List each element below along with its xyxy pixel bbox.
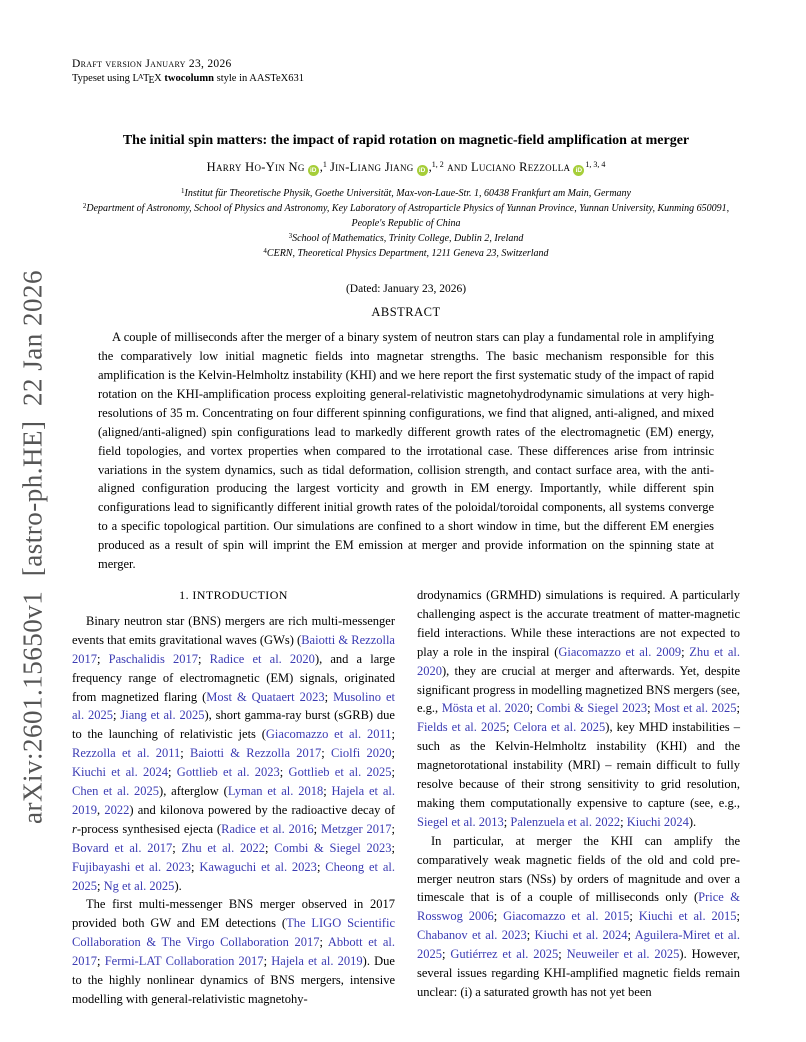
arxiv-watermark: arXiv:2601.15650v1 [astro-ph.HE] 22 Jan 2026 — [17, 270, 48, 824]
citation-link[interactable]: Giacomazzo et al. 2015 — [503, 909, 630, 924]
author-line — [72, 158, 740, 176]
left-column — [72, 586, 395, 1009]
citation-link[interactable]: Fujibayashi et al. 2023 — [72, 859, 192, 874]
citation-link[interactable]: Kawaguchi et al. 2023 — [199, 859, 317, 874]
citation-link[interactable]: Giacomazzo et al. 2011 — [265, 727, 392, 742]
citation-link[interactable]: Radice et al. 2016 — [221, 821, 314, 836]
citation-link[interactable]: Siegel et al. 2013 — [417, 814, 504, 829]
citation-link[interactable]: Zhu et al. 2022 — [181, 840, 266, 855]
author-separator: , — [319, 160, 323, 175]
author-joiner-2: and — [443, 160, 471, 175]
paragraph: drodynamics (GRMHD) simulations is required. A particularly challenging aspect is the accurate treatment of matter-magnetic field interactions. While these interactions are not expected to play a role in the inspiral (Giacomazzo et al. 2009; Zhu et al. 2020), they are crucial at merger and afterwards. Yet, despite significant progress in modelling magnetized BNS mergers (see, e.g., Mösta et al. 2020; Combi & Siegel 2023; Most et al. 2025; Fields et al. 2025; Celora et al. 2025), key MHD instabilities – such as the Kelvin-Helmholtz instability (KHI) and the magnetorotational instability (MRI) – remain difficult to fully resolve because of their strong sensitivity to grid resolution, making them computationally expensive to capture (see, e.g., Siegel et al. 2013; Palenzuela et al. 2022; Kiuchi 2024). — [417, 587, 740, 829]
draft-header — [72, 58, 740, 86]
affiliation-1 — [72, 186, 740, 201]
citation-link[interactable]: 2022 — [104, 802, 130, 817]
affiliation-text: Institut für Theoretische Physik, Goethe Universität, Max-von-Laue-Str. 1, 60438 Frankfurt am Main, Germany — [184, 188, 631, 200]
citation-link[interactable]: Rezzolla et al. 2011 — [72, 746, 181, 761]
citation-link[interactable]: Hajela et al. 2019 — [72, 784, 395, 817]
section-heading-introduction: 1. INTRODUCTION — [179, 587, 288, 602]
citation-link[interactable]: Chen et al. 2025 — [72, 784, 160, 799]
citation-link[interactable]: Celora et al. 2025 — [513, 720, 606, 735]
citation-link[interactable]: Lyman et al. 2018 — [227, 784, 324, 799]
citation-link[interactable]: Aguilera-Miret et al. 2025 — [417, 928, 740, 962]
citation-link[interactable]: Giacomazzo et al. 2009 — [558, 644, 682, 659]
citation-link[interactable]: Kiuchi et al. 2015 — [638, 909, 737, 924]
citation-link[interactable]: Baiotti & Rezzolla 2017 — [190, 746, 322, 761]
right-column — [417, 586, 740, 1009]
affiliation-text: Department of Astronomy, School of Physics and Astronomy, Key Laboratory of Astroparticle Physics of Yunnan Province, Yunnan University, Kunming 650091, People's Republic of China — [86, 203, 730, 230]
paragraph: Binary neutron star (BNS) mergers are rich multi-messenger events that emits gravitational waves (GWs) (Baiotti & Rezzolla 2017; Paschalidis 2017; Radice et al. 2020), and a large frequency range of electromagnetic (EM) signals, originated from magnetized flaring (Most & Quataert 2023; Musolino et al. 2025; Jiang et al. 2025), short gamma-ray burst (sGRB) due to the launching of relativistic jets (Giacomazzo et al. 2011; Rezzolla et al. 2011; Baiotti & Rezzolla 2017; Ciolfi 2020; Kiuchi et al. 2024; Gottlieb et al. 2023; Gottlieb et al. 2025; Chen et al. 2025), afterglow (Lyman et al. 2018; Hajela et al. 2019, 2022) and kilonova powered by the radioactive decay of r-process synthesised ejecta (Radice et al. 2016; Metzger 2017; Bovard et al. 2017; Zhu et al. 2022; Combi & Siegel 2023; Fujibayashi et al. 2023; Kawaguchi et al. 2023; Cheong et al. 2025; Ng et al. 2025). — [72, 613, 396, 893]
abstract-body: A couple of milliseconds after the merger of a binary system of neutron stars can play a fundamental role in amplifying the comparatively low initial magnetic fields into magnetar strengths. The basic mechanism responsible for this amplification is the Kelvin-Helmholtz instability (KHI) and we here report the first systematic study of the impact of rapid rotation on the KHI-amplification process exploiting general-relativistic magnetohydrodynamic simulations at very high-resolutions of 35 m. Concentrating on four different spinning configurations, we find that aligned, anti-aligned, and mixed (aligned/anti-aligned) spin configurations lead to markedly different growth rates of the electromagnetic (EM) energy, field topologies, and vortex properties when compared to the irrotational case. These differences arise from intrinsic variations in the system dynamics, such as tidal deformation, collision strength, and contact surface area, with the anti-aligned configuration producing the largest vorticity and growth in EM energy. Importantly, while different spin configurations lead to significantly different initial growth rates of the poloidal/toroidal components, all systems converge to a specific topological partition. Our simulations are confined to a short window in time, but the different EM energies produced as a result of spin will imprint the EM emission at merger and provide information on the spinning state at merger. — [98, 330, 714, 572]
two-column-body — [72, 586, 740, 1009]
citation-link[interactable]: Metzger 2017 — [320, 821, 392, 836]
citation-link[interactable]: Paschalidis 2017 — [108, 651, 199, 666]
citation-link[interactable]: Mösta et al. 2020 — [441, 701, 530, 716]
affiliation-sup: 3 — [288, 232, 293, 241]
citation-link[interactable]: Ng et al. 2025 — [103, 878, 175, 893]
author-name-2: Jin-Liang Jiang — [329, 160, 414, 175]
citation-link[interactable]: The LIGO Scientific Collaboration & The Virgo Collaboration 2017 — [72, 916, 395, 950]
citation-link[interactable]: Bovard et al. 2017 — [72, 840, 173, 855]
citation-link[interactable]: Chabanov et al. 2023 — [417, 928, 527, 943]
affiliation-list — [72, 186, 740, 261]
affiliation-4 — [72, 246, 740, 261]
abstract-heading: ABSTRACT — [371, 305, 441, 320]
citation-link[interactable]: Radice et al. 2020 — [209, 651, 315, 666]
citation-link[interactable]: Musolino et al. 2025 — [72, 689, 395, 723]
citation-link[interactable]: Kiuchi et al. 2024 — [72, 765, 169, 780]
citation-link[interactable]: Gutiérrez et al. 2025 — [450, 947, 559, 962]
citation-link[interactable]: Combi & Siegel 2023 — [274, 840, 392, 855]
citation-link[interactable]: Cheong et al. 2025 — [72, 859, 395, 893]
affiliation-2 — [72, 201, 740, 231]
citation-link[interactable]: Gottlieb et al. 2025 — [288, 765, 392, 780]
affiliation-text: CERN, Theoretical Physics Department, 1211 Geneva 23, Switzerland — [266, 248, 549, 260]
citation-link[interactable]: Palenzuela et al. 2022 — [510, 814, 621, 829]
paper-title: The initial spin matters: the impact of rapid rotation on magnetic-field amplification at merger — [122, 133, 690, 149]
citation-link[interactable]: Jiang et al. 2025 — [120, 708, 205, 723]
affiliation-3 — [72, 231, 740, 246]
affiliation-sup: 1 — [180, 187, 185, 196]
citation-link[interactable]: Gottlieb et al. 2023 — [176, 765, 280, 780]
citation-link[interactable]: Kiuchi et al. 2024 — [534, 928, 628, 943]
citation-link[interactable]: Price & Rosswog 2006 — [417, 890, 740, 924]
paper-page — [72, 58, 740, 1009]
author-separator: , — [428, 160, 432, 175]
author-affil-sup-1: 1 — [322, 160, 327, 170]
citation-link[interactable]: Neuweiler et al. 2025 — [566, 947, 680, 962]
author-affil-sup-3: 1, 3, 4 — [585, 160, 606, 170]
paragraph: In particular, at merger the KHI can amplify the comparatively weak magnetic fields of the old and cold pre-merger neutron stars (NSs) by orders of magnitude and over a timescale that is of a couple of milliseconds only (Price & Rosswog 2006; Giacomazzo et al. 2015; Kiuchi et al. 2015; Chabanov et al. 2023; Kiuchi et al. 2024; Aguilera-Miret et al. 2025; Gutiérrez et al. 2025; Neuweiler et al. 2025). However, several issues regarding KHI-amplified magnetic fields remain unclear: (i) a saturated growth has not yet been — [417, 833, 741, 1000]
affiliation-sup: 4 — [263, 247, 267, 256]
draft-version-line: Draft version January 23, 2026 — [72, 58, 232, 70]
affiliation-text: School of Mathematics, Trinity College, Dublin 2, Ireland — [292, 233, 524, 245]
citation-link[interactable]: Abbott et al. 2017 — [72, 935, 395, 969]
dated-line: (Dated: January 23, 2026) — [345, 283, 467, 296]
orcid-icon[interactable]: iD — [573, 165, 584, 176]
orcid-icon[interactable]: iD — [308, 165, 319, 176]
citation-link[interactable]: Baiotti & Rezzolla 2017 — [72, 632, 395, 666]
paragraph: The first multi-messenger BNS merger observed in 2017 provided both GW and EM detections (The LIGO Scientific Collaboration & The Virgo Collaboration 2017; Abbott et al. 2017; Fermi-LAT Collaboration 2017; Hajela et al. 2019). Due to the highly nonlinear dynamics of BNS mergers, intensive modelling with general-relativistic magnetohy- — [72, 897, 395, 1007]
citation-link[interactable]: Most & Quataert 2023 — [206, 689, 325, 704]
affiliation-sup: 2 — [82, 202, 87, 211]
citation-link[interactable]: Hajela et al. 2019 — [271, 954, 363, 969]
citation-link[interactable]: Most et al. 2025 — [654, 701, 737, 716]
author-name-3: Luciano Rezzolla — [470, 160, 571, 175]
typeset-line: Typeset using $L^ATEX$ twocolumn style in AASTeX631 — [72, 72, 304, 87]
author-name-1: Harry Ho-Yin Ng — [206, 160, 305, 175]
citation-link[interactable]: Ciolfi 2020 — [331, 746, 392, 761]
citation-link[interactable]: Combi & Siegel 2023 — [536, 701, 648, 716]
citation-link[interactable]: Zhu et al. 2020 — [417, 644, 740, 678]
orcid-icon[interactable]: iD — [417, 165, 428, 176]
citation-link[interactable]: Fermi-LAT Collaboration 2017 — [104, 954, 264, 969]
author-affil-sup-2: 1, 2 — [431, 160, 444, 170]
citation-link[interactable]: Kiuchi 2024 — [626, 814, 689, 829]
citation-link[interactable]: Fields et al. 2025 — [417, 720, 506, 735]
